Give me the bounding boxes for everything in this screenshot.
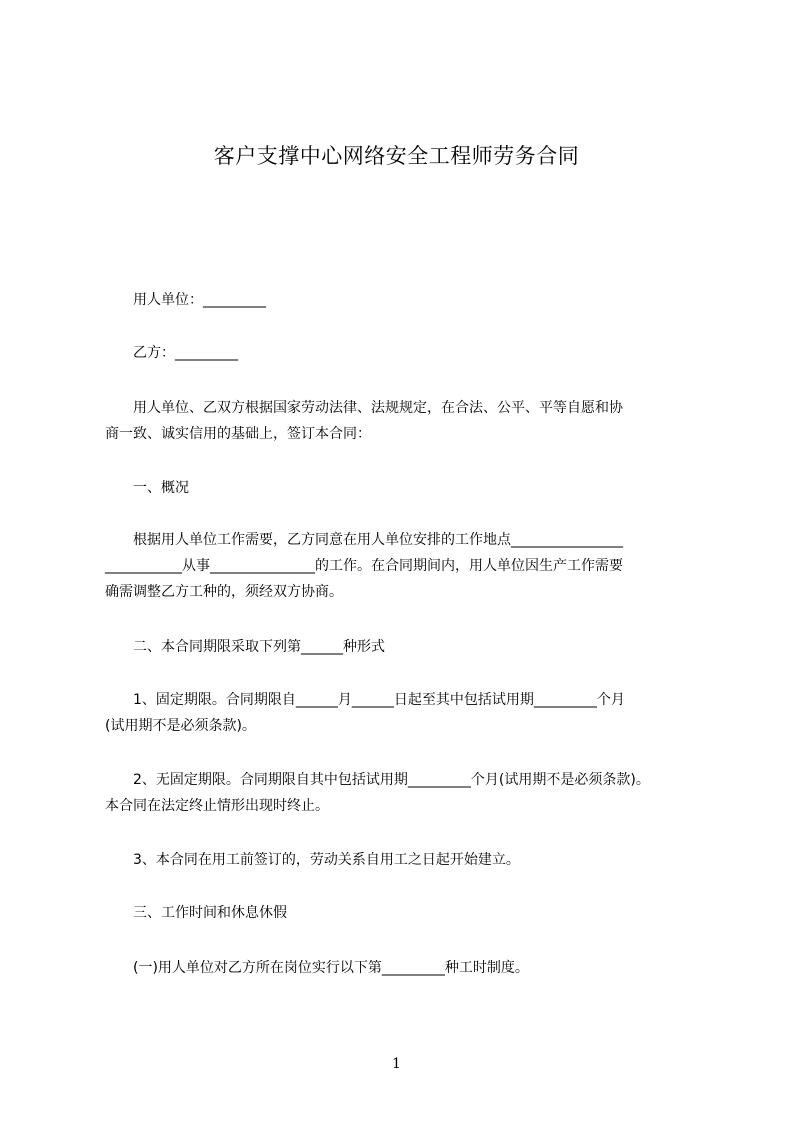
paragraph-line: 用人单位：_________ bbox=[105, 292, 266, 308]
paragraph-line: 1、固定期限。合同期限自______月______日起至其中包括试用期_________个月 bbox=[105, 692, 625, 708]
paragraph-line: 根据用人单位工作需要，乙方同意在用人单位安排的工作地点________________ bbox=[105, 532, 623, 548]
contract-title: 客户支撑中心网络安全工程师劳务合同 bbox=[213, 144, 580, 168]
paragraph-line: 2、无固定期限。合同期限自其中包括试用期_________个月(试用期不是必须条款)。 bbox=[105, 772, 650, 788]
fixed-term-paragraph bbox=[105, 687, 705, 739]
preamble-paragraph bbox=[105, 395, 705, 447]
paragraph-line: ___________从事_______________的工作。在合同期间内，用人单位因生产工作需要 bbox=[105, 558, 623, 574]
paragraph-line: 本合同在法定终止情形出现时终止。 bbox=[105, 798, 329, 814]
paragraph-line: (一)用人单位对乙方所在岗位实行以下第_________种工时制度。 bbox=[105, 960, 529, 976]
party-b-field-paragraph bbox=[105, 340, 705, 366]
section-heading-overview bbox=[105, 475, 705, 501]
section-heading-hours bbox=[105, 900, 705, 926]
paragraph-line: 确需调整乙方工种的，须经双方协商。 bbox=[105, 584, 343, 600]
section-heading-term bbox=[105, 634, 705, 660]
overview-paragraph bbox=[105, 527, 705, 605]
paragraph-line: 商一致、诚实信用的基础上，签订本合同： bbox=[105, 426, 371, 442]
paragraph-line: (试用期不是必须条款)。 bbox=[105, 718, 256, 734]
page-number: 1 bbox=[392, 1056, 401, 1072]
working-hours-paragraph bbox=[105, 955, 705, 981]
paragraph-line: 二、本合同期限采取下列第______种形式 bbox=[105, 639, 385, 655]
employer-field-paragraph bbox=[105, 287, 705, 313]
signing-paragraph bbox=[105, 847, 705, 873]
open-term-paragraph bbox=[105, 767, 705, 819]
paragraph-line: 乙方：_________ bbox=[105, 345, 238, 361]
paragraph-line: 三、工作时间和休息休假 bbox=[105, 905, 287, 921]
paragraph-line: 用人单位、乙双方根据国家劳动法律、法规规定，在合法、公平、平等自愿和协 bbox=[105, 400, 623, 416]
paragraph-line: 3、本合同在用工前签订的，劳动关系自用工之日起开始建立。 bbox=[105, 852, 520, 868]
paragraph-line: 一、概况 bbox=[105, 480, 189, 496]
